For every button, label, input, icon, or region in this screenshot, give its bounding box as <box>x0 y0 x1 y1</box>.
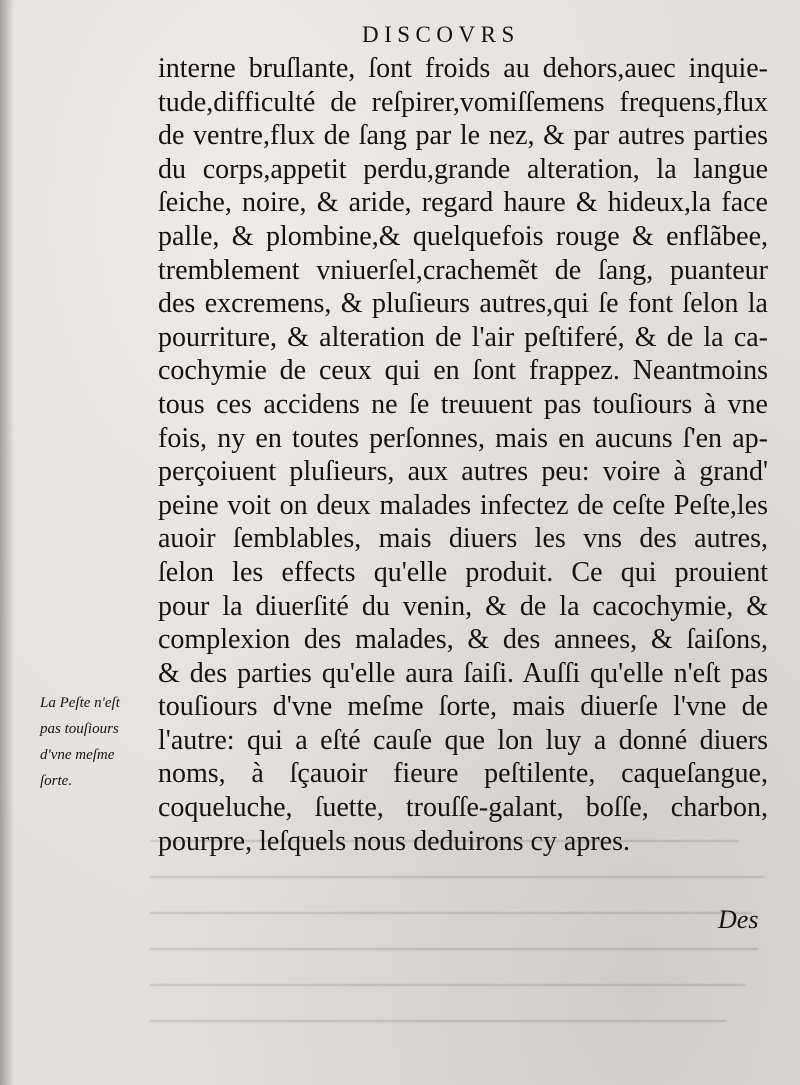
text-line: pourriture, & alteration de l'air peſtiferé, & de la ca- <box>158 321 768 353</box>
text-line: interne bruſlante, ſont froids au dehors,auec inquie- <box>158 53 768 84</box>
text-line: pour la diuerſité du venin, & de la cacochymie, & <box>158 590 768 622</box>
marginal-note <box>40 690 152 794</box>
text-line: fois, ny en toutes perſonnes, mais en aucuns ſ'en ap- <box>158 422 768 454</box>
text-line: ſelon les effects qu'elle produit. Ce qui prouient <box>158 556 768 588</box>
text-line: des excremens, & pluſieurs autres,qui ſe font ſelon la <box>158 288 768 320</box>
text-line: pourpre, leſquels nous deduirons cy apres. <box>158 825 630 857</box>
text-line: peine voit on deux malades infectez de ceſte Peſte,les <box>158 489 768 521</box>
text-line: & des parties qu'elle aura ſaiſi. Auſſi qu'elle n'eſt pas <box>158 657 768 689</box>
marginal-note-line: ſorte. <box>40 773 73 789</box>
text-line: tous ces accidens ne ſe treuuent pas touſiours à vne <box>158 388 768 420</box>
text-line: du corps,appetit perdu,grande alteration, la langue <box>158 153 768 185</box>
page-gutter-shadow <box>0 0 14 1085</box>
text-line: l'autre: qui a eſté cauſe que lon luy a donné diuers <box>158 724 768 756</box>
text-line: noms, à ſçauoir fieure peſtilente, caqueſangue, <box>158 758 768 790</box>
text-line: auoir ſemblables, mais diuers les vns des autres, <box>158 523 768 555</box>
text-line: palle, & plombine,& quelquefois rouge & enflãbee, <box>158 220 768 252</box>
text-line: tude,difficulté de reſpirer,vomiſſemens frequens,flux <box>158 86 768 118</box>
catchword: Des <box>718 905 759 934</box>
text-line: de ventre,flux de ſang par le nez, & par autres parties <box>158 120 768 152</box>
body-text <box>158 52 768 858</box>
text-line: complexion des malades, & des annees, & ſaiſons, <box>158 624 768 656</box>
text-line: coqueluche, ſuette, trouſſe-galant, boſſe, charbon, <box>158 792 768 824</box>
marginal-note-line: La Peſte n'eſt <box>40 695 120 711</box>
text-line: touſiours d'vne meſme ſorte, mais diuerſe l'vne de <box>158 691 768 723</box>
marginal-note-line: pas touſiours <box>40 721 119 737</box>
bleed-through-texture <box>150 840 790 1080</box>
text-line: tremblement vniuerſel,crachemẽt de ſang, puanteur <box>158 254 768 286</box>
marginal-note-line: d'vne meſme <box>40 747 115 763</box>
running-head: DISCOVRS <box>362 22 520 47</box>
text-line: perçoiuent pluſieurs, aux autres peu: voire à grand' <box>158 456 768 488</box>
text-line: ſeiche, noire, & aride, regard haure & hideux,la face <box>158 187 768 219</box>
text-line: cochymie de ceux qui en ſont frappez. Neantmoins <box>158 355 768 387</box>
